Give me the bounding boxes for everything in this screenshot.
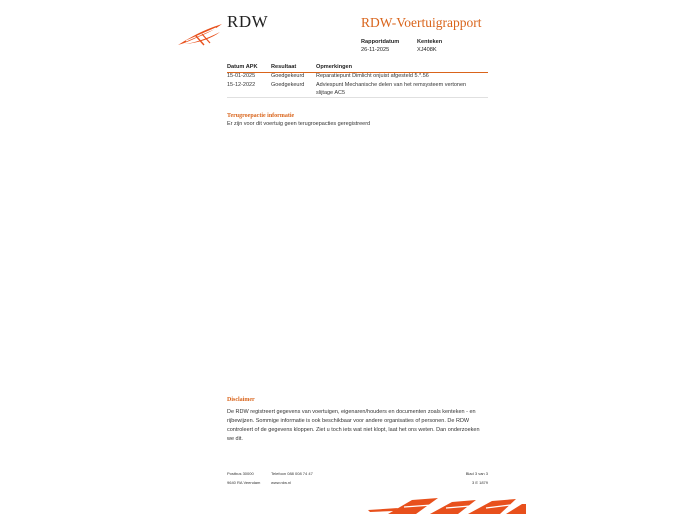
plate-value: XJ408K <box>417 47 437 53</box>
footer-city: 9640 RA Veendam <box>227 480 261 485</box>
footer-website[interactable]: www.rdw.nl <box>271 480 292 485</box>
row-1-date: 15-01-2025 <box>227 73 256 79</box>
row-2-remark-line-2: slijtage AC5 <box>316 90 346 96</box>
footer-page-number: Blad 3 van 3 <box>465 471 488 476</box>
report-title: RDW-Voertuigrapport <box>361 15 482 30</box>
row-1-remark: Reparatiepunt Dimlicht onjuist afgesteld 5.*.56 <box>316 73 429 79</box>
row-2-result: Goedgekeurd <box>271 81 305 88</box>
footer-document-code: 3 E 1879 <box>471 480 488 485</box>
recall-title: Terugroepactie informatie <box>227 113 295 119</box>
disclaimer-line-1: De RDW registreert gegevens van voertuigen, eigenaren/houders en documenten zoals kenteken - en <box>227 409 476 415</box>
row-2-date: 15-12-2022 <box>227 81 256 88</box>
plate-label: Kenteken <box>417 39 443 45</box>
column-header-result: Resultaat <box>271 64 297 70</box>
report-date-value: 26-11-2025 <box>361 47 390 53</box>
footer-phone: Telefoon 088 008 74 47 <box>271 471 313 476</box>
table-bottom-divider <box>227 97 488 98</box>
disclaimer-line-4: we dit. <box>227 436 243 442</box>
footer-po-box: Postbus 30000 <box>227 471 254 476</box>
recall-text: Er zijn voor dit voertuig geen terugroepacties geregistreerd <box>227 121 371 127</box>
rdw-logo-icon <box>176 21 224 47</box>
row-1-result: Goedgekeurd <box>271 73 305 79</box>
disclaimer-title: Disclaimer <box>227 397 255 403</box>
disclaimer-line-3: controleert of de gegevens kloppen. Ziet u toch iets wat niet klopt, laat het ons weten. Dan onderzoeken <box>227 427 480 433</box>
column-header-remarks: Opmerkingen <box>316 64 353 70</box>
rdw-bottom-mark-icon <box>368 496 526 514</box>
disclaimer-line-2: rijbewijzen. Sommige informatie is ook beschikbaar voor andere organisaties of personen. De RDW <box>227 418 470 424</box>
column-header-date: Datum APK <box>227 64 258 70</box>
row-2-remark-line-1: Adviespunt Mechanische delen van het remsysteem vertonen <box>316 81 467 88</box>
report-date-label: Rapportdatum <box>361 39 400 45</box>
logo-text: RDW <box>227 12 269 31</box>
